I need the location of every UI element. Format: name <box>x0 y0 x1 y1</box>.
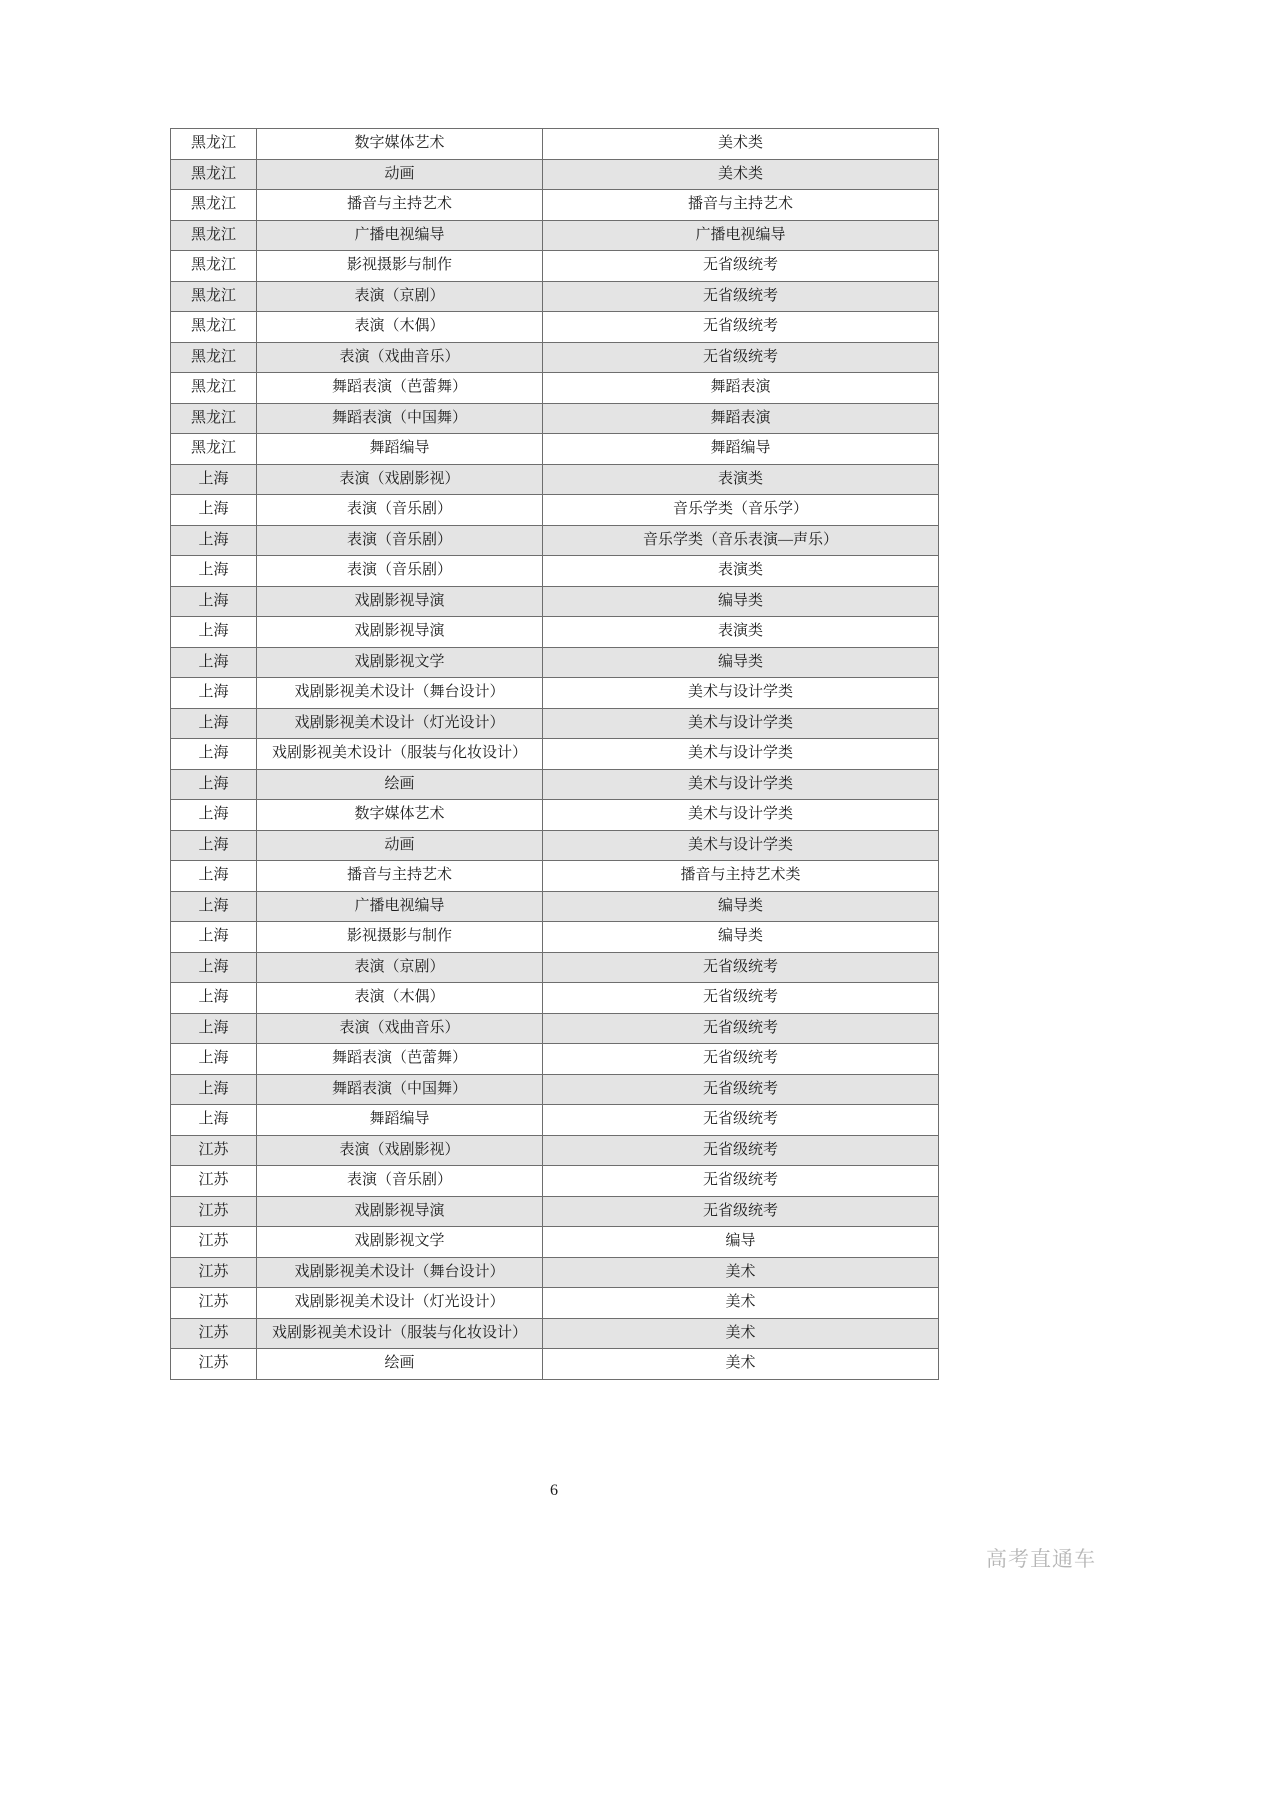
table-row <box>171 1166 939 1197</box>
major-cell: 表演（戏剧影视） <box>257 464 543 495</box>
table-row <box>171 1318 939 1349</box>
table-row <box>171 1288 939 1319</box>
table-row <box>171 220 939 251</box>
table-row <box>171 495 939 526</box>
province-cell: 上海 <box>171 983 257 1014</box>
major-cell: 舞蹈表演（中国舞） <box>257 1074 543 1105</box>
table-row <box>171 525 939 556</box>
category-cell: 无省级统考 <box>543 281 939 312</box>
category-cell: 编导类 <box>543 891 939 922</box>
major-cell: 影视摄影与制作 <box>257 922 543 953</box>
major-cell: 戏剧影视导演 <box>257 586 543 617</box>
table-row <box>171 922 939 953</box>
province-cell: 上海 <box>171 495 257 526</box>
province-cell: 上海 <box>171 891 257 922</box>
province-cell: 黑龙江 <box>171 312 257 343</box>
major-cell: 戏剧影视美术设计（灯光设计） <box>257 708 543 739</box>
category-cell: 美术与设计学类 <box>543 739 939 770</box>
category-cell: 美术与设计学类 <box>543 830 939 861</box>
major-cell: 表演（戏剧影视） <box>257 1135 543 1166</box>
category-cell: 无省级统考 <box>543 983 939 1014</box>
province-cell: 上海 <box>171 769 257 800</box>
table-row <box>171 891 939 922</box>
category-cell: 美术 <box>543 1349 939 1380</box>
category-cell: 编导类 <box>543 647 939 678</box>
table-row <box>171 281 939 312</box>
province-cell: 黑龙江 <box>171 281 257 312</box>
table-row <box>171 800 939 831</box>
province-cell: 上海 <box>171 1013 257 1044</box>
major-cell: 戏剧影视美术设计（服装与化妆设计） <box>257 1318 543 1349</box>
table-row <box>171 1135 939 1166</box>
province-cell: 上海 <box>171 464 257 495</box>
major-cell: 表演（戏曲音乐） <box>257 342 543 373</box>
category-cell: 无省级统考 <box>543 952 939 983</box>
category-cell: 无省级统考 <box>543 1105 939 1136</box>
major-cell: 表演（京剧） <box>257 281 543 312</box>
province-cell: 上海 <box>171 556 257 587</box>
table-row <box>171 129 939 160</box>
category-cell: 美术 <box>543 1318 939 1349</box>
table-row <box>171 190 939 221</box>
province-cell: 江苏 <box>171 1257 257 1288</box>
category-cell: 音乐学类（音乐表演—声乐） <box>543 525 939 556</box>
province-cell: 上海 <box>171 617 257 648</box>
major-cell: 舞蹈表演（中国舞） <box>257 403 543 434</box>
table-row <box>171 1044 939 1075</box>
category-cell: 美术 <box>543 1257 939 1288</box>
table-row <box>171 1105 939 1136</box>
province-cell: 上海 <box>171 800 257 831</box>
province-cell: 上海 <box>171 678 257 709</box>
major-cell: 表演（音乐剧） <box>257 495 543 526</box>
major-cell: 戏剧影视美术设计（灯光设计） <box>257 1288 543 1319</box>
table-row <box>171 373 939 404</box>
major-cell: 动画 <box>257 830 543 861</box>
province-cell: 黑龙江 <box>171 373 257 404</box>
category-cell: 编导 <box>543 1227 939 1258</box>
province-cell: 黑龙江 <box>171 129 257 160</box>
category-cell: 美术与设计学类 <box>543 708 939 739</box>
table-row <box>171 861 939 892</box>
page-number: 6 <box>550 1482 558 1499</box>
province-cell: 江苏 <box>171 1288 257 1319</box>
table-row <box>171 739 939 770</box>
table-row <box>171 342 939 373</box>
watermark-text: 高考直通车 <box>986 1548 1096 1571</box>
major-cell: 影视摄影与制作 <box>257 251 543 282</box>
category-cell: 编导类 <box>543 922 939 953</box>
table-row <box>171 983 939 1014</box>
table-row <box>171 403 939 434</box>
table-row <box>171 617 939 648</box>
province-cell: 上海 <box>171 1074 257 1105</box>
table-row <box>171 647 939 678</box>
province-cell: 上海 <box>171 952 257 983</box>
province-cell: 上海 <box>171 647 257 678</box>
category-cell: 无省级统考 <box>543 1044 939 1075</box>
exam-table-body <box>171 129 939 1380</box>
province-cell: 黑龙江 <box>171 403 257 434</box>
table-row <box>171 678 939 709</box>
province-cell: 黑龙江 <box>171 342 257 373</box>
major-cell: 舞蹈编导 <box>257 1105 543 1136</box>
major-cell: 舞蹈表演（芭蕾舞） <box>257 373 543 404</box>
major-cell: 戏剧影视导演 <box>257 617 543 648</box>
category-cell: 音乐学类（音乐学） <box>543 495 939 526</box>
table-row <box>171 952 939 983</box>
province-cell: 黑龙江 <box>171 190 257 221</box>
province-cell: 上海 <box>171 708 257 739</box>
exam-category-table <box>170 128 939 1380</box>
major-cell: 戏剧影视导演 <box>257 1196 543 1227</box>
category-cell: 无省级统考 <box>543 1135 939 1166</box>
province-cell: 上海 <box>171 525 257 556</box>
category-cell: 播音与主持艺术 <box>543 190 939 221</box>
category-cell: 美术与设计学类 <box>543 800 939 831</box>
major-cell: 播音与主持艺术 <box>257 190 543 221</box>
category-cell: 美术 <box>543 1288 939 1319</box>
major-cell: 表演（音乐剧） <box>257 1166 543 1197</box>
category-cell: 编导类 <box>543 586 939 617</box>
major-cell: 广播电视编导 <box>257 220 543 251</box>
category-cell: 无省级统考 <box>543 1013 939 1044</box>
category-cell: 美术类 <box>543 159 939 190</box>
province-cell: 黑龙江 <box>171 159 257 190</box>
province-cell: 黑龙江 <box>171 251 257 282</box>
table-row <box>171 464 939 495</box>
table-row <box>171 312 939 343</box>
table-row <box>171 1074 939 1105</box>
table-row <box>171 1349 939 1380</box>
major-cell: 广播电视编导 <box>257 891 543 922</box>
category-cell: 舞蹈表演 <box>543 403 939 434</box>
major-cell: 戏剧影视文学 <box>257 1227 543 1258</box>
major-cell: 表演（木偶） <box>257 312 543 343</box>
major-cell: 表演（京剧） <box>257 952 543 983</box>
table-row <box>171 1227 939 1258</box>
category-cell: 播音与主持艺术类 <box>543 861 939 892</box>
table-row <box>171 708 939 739</box>
table-row <box>171 434 939 465</box>
category-cell: 无省级统考 <box>543 1166 939 1197</box>
category-cell: 美术类 <box>543 129 939 160</box>
category-cell: 无省级统考 <box>543 1196 939 1227</box>
table-row <box>171 1013 939 1044</box>
category-cell: 美术与设计学类 <box>543 769 939 800</box>
major-cell: 戏剧影视文学 <box>257 647 543 678</box>
province-cell: 黑龙江 <box>171 434 257 465</box>
major-cell: 绘画 <box>257 769 543 800</box>
province-cell: 江苏 <box>171 1349 257 1380</box>
major-cell: 绘画 <box>257 1349 543 1380</box>
province-cell: 上海 <box>171 1044 257 1075</box>
category-cell: 广播电视编导 <box>543 220 939 251</box>
category-cell: 表演类 <box>543 556 939 587</box>
province-cell: 江苏 <box>171 1318 257 1349</box>
province-cell: 上海 <box>171 1105 257 1136</box>
table-row <box>171 586 939 617</box>
table-row <box>171 556 939 587</box>
major-cell: 戏剧影视美术设计（服装与化妆设计） <box>257 739 543 770</box>
table-row <box>171 251 939 282</box>
province-cell: 黑龙江 <box>171 220 257 251</box>
table-row <box>171 830 939 861</box>
province-cell: 上海 <box>171 861 257 892</box>
province-cell: 上海 <box>171 922 257 953</box>
category-cell: 无省级统考 <box>543 342 939 373</box>
table-row <box>171 1196 939 1227</box>
province-cell: 江苏 <box>171 1166 257 1197</box>
major-cell: 播音与主持艺术 <box>257 861 543 892</box>
category-cell: 表演类 <box>543 617 939 648</box>
category-cell: 舞蹈编导 <box>543 434 939 465</box>
major-cell: 表演（音乐剧） <box>257 556 543 587</box>
category-cell: 无省级统考 <box>543 312 939 343</box>
major-cell: 舞蹈编导 <box>257 434 543 465</box>
category-cell: 无省级统考 <box>543 1074 939 1105</box>
major-cell: 表演（戏曲音乐） <box>257 1013 543 1044</box>
province-cell: 江苏 <box>171 1135 257 1166</box>
major-cell: 数字媒体艺术 <box>257 129 543 160</box>
category-cell: 美术与设计学类 <box>543 678 939 709</box>
province-cell: 江苏 <box>171 1227 257 1258</box>
province-cell: 上海 <box>171 586 257 617</box>
major-cell: 戏剧影视美术设计（舞台设计） <box>257 678 543 709</box>
category-cell: 舞蹈表演 <box>543 373 939 404</box>
province-cell: 上海 <box>171 739 257 770</box>
major-cell: 表演（音乐剧） <box>257 525 543 556</box>
table-row <box>171 1257 939 1288</box>
category-cell: 无省级统考 <box>543 251 939 282</box>
table-row <box>171 769 939 800</box>
category-cell: 表演类 <box>543 464 939 495</box>
major-cell: 表演（木偶） <box>257 983 543 1014</box>
major-cell: 戏剧影视美术设计（舞台设计） <box>257 1257 543 1288</box>
major-cell: 数字媒体艺术 <box>257 800 543 831</box>
province-cell: 上海 <box>171 830 257 861</box>
major-cell: 动画 <box>257 159 543 190</box>
province-cell: 江苏 <box>171 1196 257 1227</box>
major-cell: 舞蹈表演（芭蕾舞） <box>257 1044 543 1075</box>
table-row <box>171 159 939 190</box>
